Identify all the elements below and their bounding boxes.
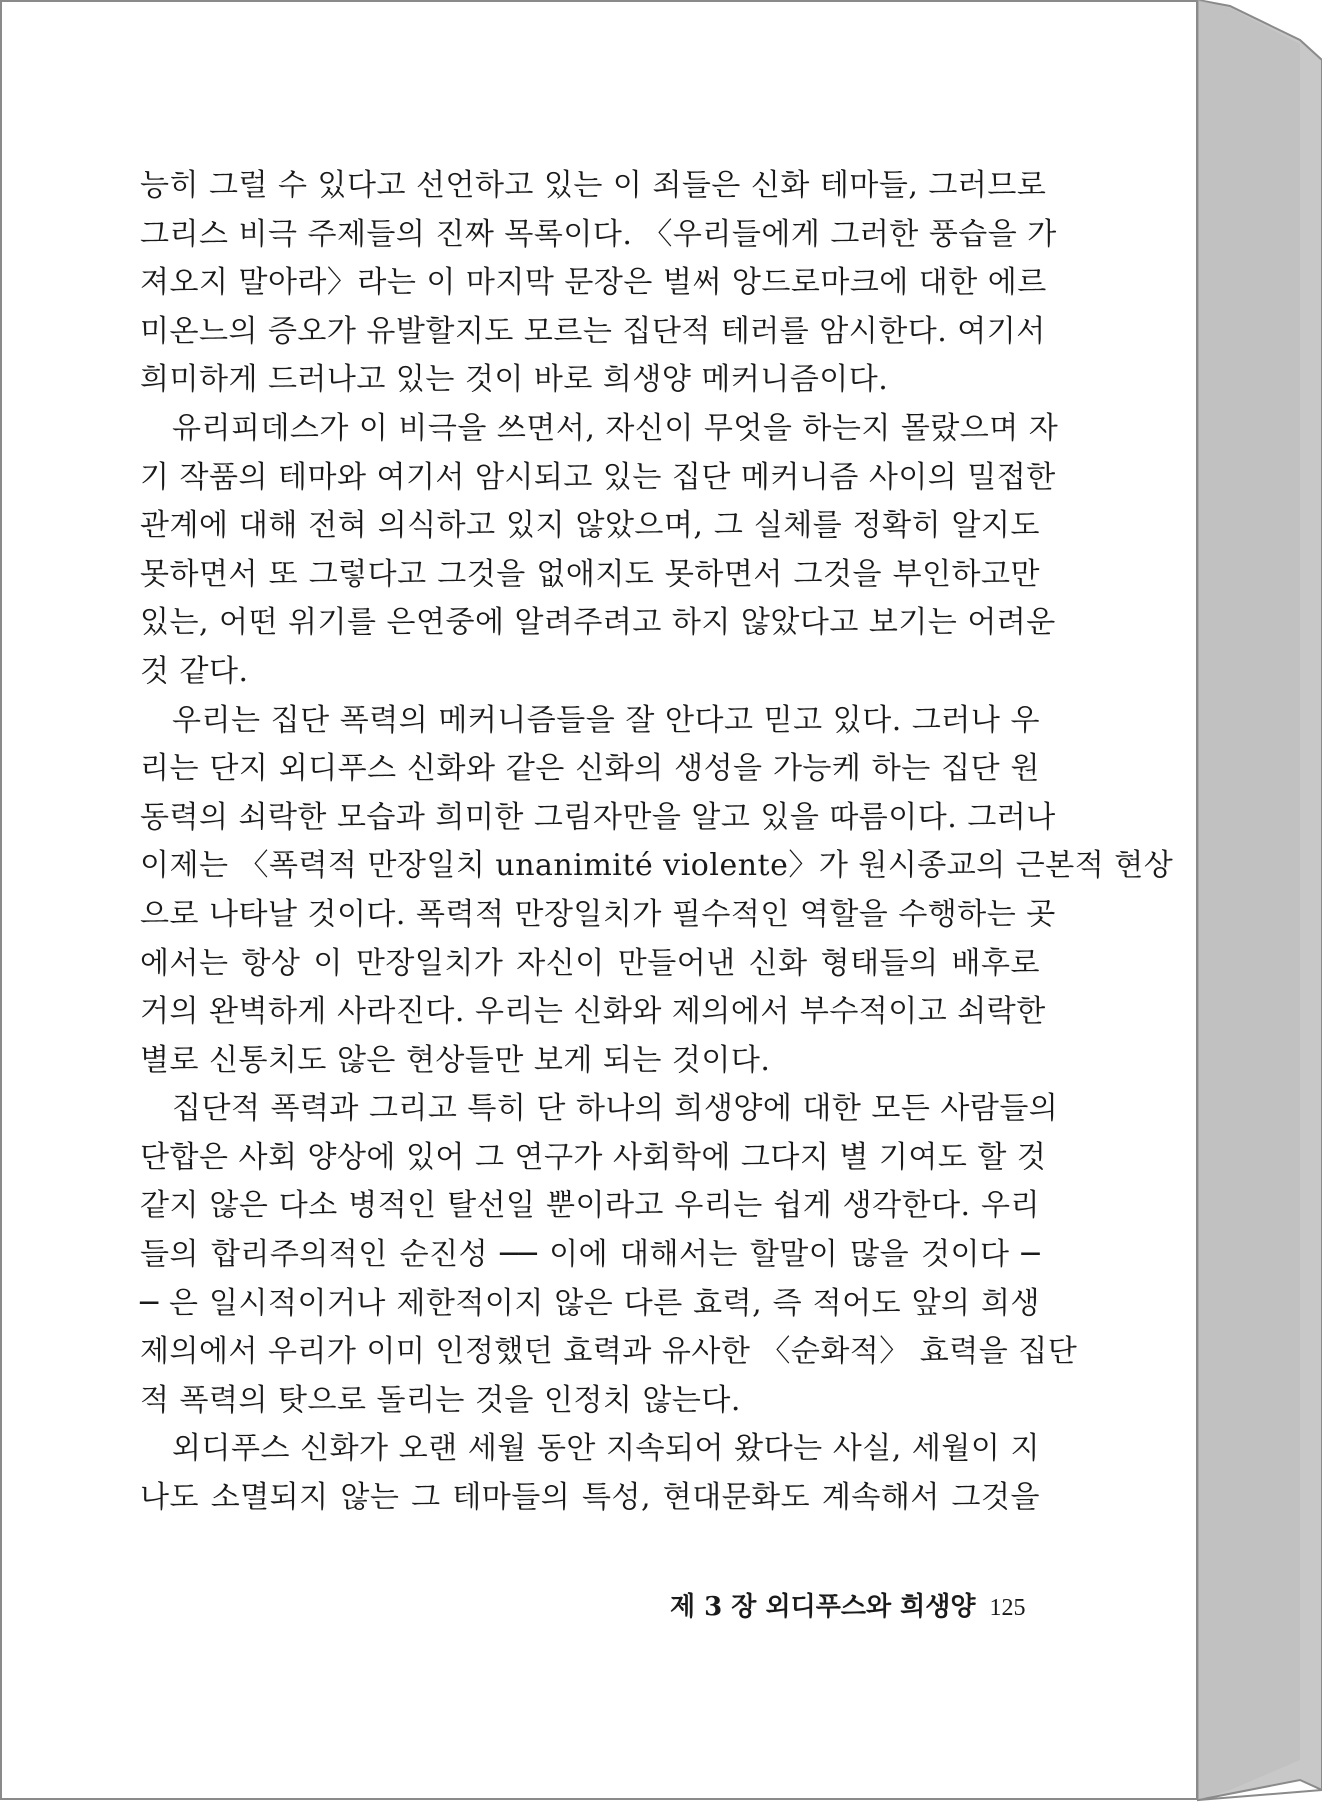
text-line: 별로 신통치도 않은 현상들만 보게 되는 것이다. bbox=[140, 1042, 771, 1078]
text-line: 우리는 집단 폭력의 메커니즘들을 잘 안다고 믿고 있다. 그러나 우 bbox=[172, 702, 1040, 738]
text-line: 단합은 사회 양상에 있어 그 연구가 사회학에 그다지 별 기여도 할 것 bbox=[140, 1139, 1047, 1175]
paragraph bbox=[140, 405, 1059, 697]
text-line: 으로 나타날 것이다. 폭력적 만장일치가 필수적인 역할을 수행하는 곳 bbox=[140, 896, 1056, 932]
text-line: 적 폭력의 탓으로 돌리는 것을 인정치 않는다. bbox=[140, 1382, 741, 1418]
chapter-title: 제 3 장 외디푸스와 희생양 bbox=[670, 1592, 976, 1622]
text-line: 에서는 항상 이 만장일치가 자신이 만들어낸 신화 형태들의 배후로 bbox=[140, 945, 1040, 981]
text-line: 관계에 대해 전혀 의식하고 있지 않았으며, 그 실체를 정확히 알지도 bbox=[140, 508, 1040, 544]
text-line: 미온느의 증오가 유발할지도 모르는 집단적 테러를 암시한다. 여기서 bbox=[140, 313, 1046, 349]
book-side-inner bbox=[1198, 0, 1300, 1800]
text-line: 것 같다. bbox=[140, 653, 249, 689]
text-line: 집단적 폭력과 그리고 특히 단 하나의 희생양에 대한 모든 사람들의 bbox=[172, 1091, 1059, 1127]
text-line: 제의에서 우리가 이미 인정했던 효력과 유사한 〈순화적〉 효력을 집단 bbox=[140, 1334, 1078, 1370]
text-line: ─ 은 일시적이거나 제한적이지 않은 다른 효력, 즉 적어도 앞의 희생 bbox=[140, 1285, 1040, 1321]
paragraph bbox=[140, 1425, 1040, 1522]
text-line: 그리스 비극 주제들의 진짜 목록이다. 〈우리들에게 그러한 풍습을 가 bbox=[140, 216, 1057, 252]
text-line: 동력의 쇠락한 모습과 희미한 그림자만을 알고 있을 따름이다. 그러나 bbox=[140, 799, 1056, 835]
paragraph bbox=[140, 162, 1057, 405]
text-line: 나도 소멸되지 않는 그 테마들의 특성, 현대문화도 계속해서 그것을 bbox=[140, 1480, 1040, 1516]
paragraph bbox=[140, 1085, 1078, 1425]
text-line: 같지 않은 다소 병적인 탈선일 뿐이라고 우리는 쉽게 생각한다. 우리 bbox=[140, 1188, 1040, 1224]
running-footer bbox=[670, 1586, 1025, 1623]
text-line: 능히 그럴 수 있다고 선언하고 있는 이 죄들은 신화 테마들, 그러므로 bbox=[140, 168, 1047, 203]
text-line: 들의 합리주의적인 순진성 ── 이에 대해서는 할말이 많을 것이다 ─ bbox=[140, 1237, 1040, 1273]
text-line: 거의 완벽하게 사라진다. 우리는 신화와 제의에서 부수적이고 쇠락한 bbox=[140, 994, 1046, 1030]
paragraph bbox=[140, 697, 1174, 1086]
text-line: 리는 단지 외디푸스 신화와 같은 신화의 생성을 가능케 하는 집단 원 bbox=[140, 751, 1040, 787]
body-text bbox=[140, 162, 1174, 1523]
text-line: 있는, 어떤 위기를 은연중에 알려주려고 하지 않았다고 보기는 어려운 bbox=[140, 605, 1056, 641]
text-line: 유리피데스가 이 비극을 쓰면서, 자신이 무엇을 하는지 몰랐으며 자 bbox=[172, 410, 1059, 446]
text-line: 이제는 〈폭력적 만장일치 unanimité violente〉가 원시종교의 근본적 현상 bbox=[140, 848, 1174, 884]
page-number: 125 bbox=[989, 1595, 1026, 1621]
text-line: 기 작품의 테마와 여기서 암시되고 있는 집단 메커니즘 사이의 밀접한 bbox=[140, 459, 1056, 495]
text-line: 희미하게 드러나고 있는 것이 바로 희생양 메커니즘이다. bbox=[140, 362, 889, 398]
text-line: 외디푸스 신화가 오랜 세월 동안 지속되어 왔다는 사실, 세월이 지 bbox=[172, 1431, 1040, 1467]
text-line: 못하면서 또 그렇다고 그것을 없애지도 못하면서 그것을 부인하고만 bbox=[140, 556, 1040, 592]
text-line: 져오지 말아라〉라는 이 마지막 문장은 벌써 앙드로마크에 대한 에르 bbox=[140, 265, 1047, 301]
